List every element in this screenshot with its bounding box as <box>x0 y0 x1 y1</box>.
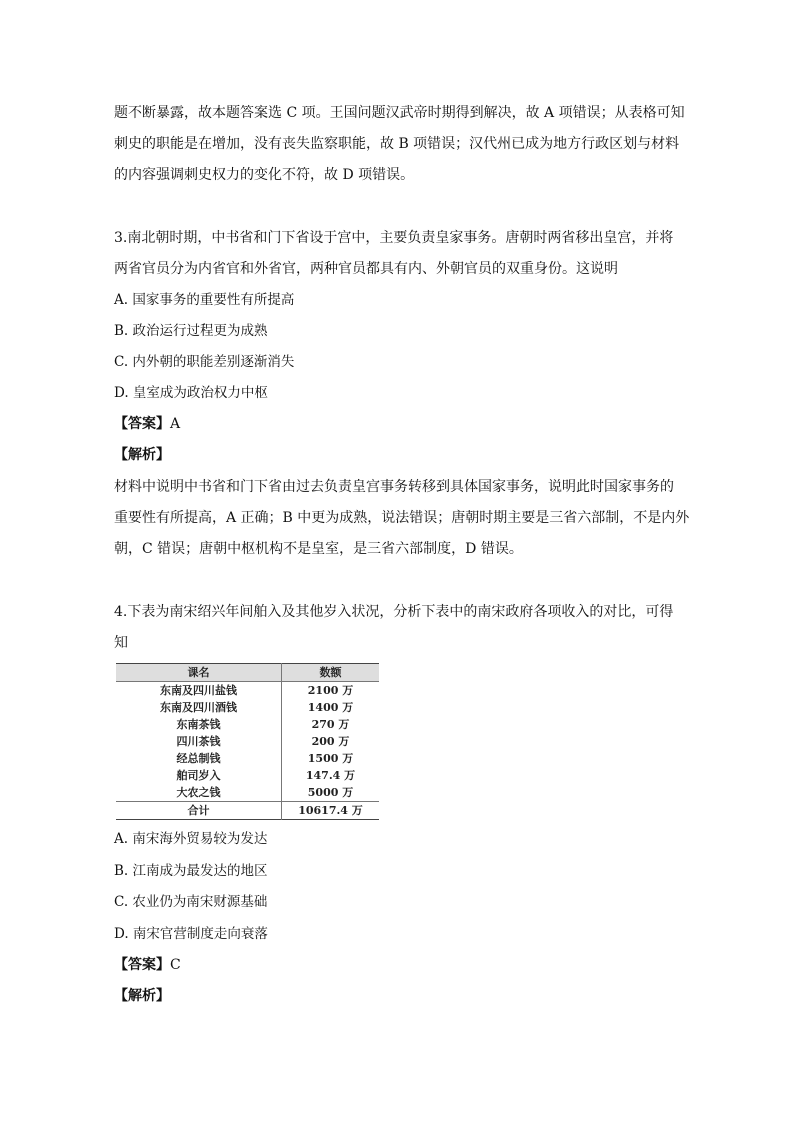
table-cell: 10617.4 万 <box>282 802 380 820</box>
option-b: B. 江南成为最发达的地区 <box>114 863 268 879</box>
table-row <box>116 716 379 733</box>
question-3-stem: 两省官员分为内省官和外省官，两种官员都具有内、外朝官员的双重身份。这说明 <box>114 261 618 277</box>
table-row <box>116 784 379 802</box>
table-cell: 200 万 <box>282 733 380 750</box>
analysis-text-line: 重要性有所提高，A 正确；B 中更为成熟，说法错误；唐朝时期主要是三省六部制，不是内外 <box>114 510 690 526</box>
analysis-text-line: 材料中说明中书省和门下省由过去负责皇宫事务转移到具体国家事务，说明此时国家事务的 <box>114 479 674 495</box>
table-header: 课名 <box>116 664 282 682</box>
analysis-heading: 【解析】 <box>114 447 170 463</box>
answer-value: A <box>170 416 181 432</box>
table-cell: 5000 万 <box>282 784 380 802</box>
question-4-stem: 4.下表为南宋绍兴年间舶入及其他岁入状况，分析下表中的南宋政府各项收入的对比，可得 <box>114 604 674 620</box>
table-row <box>116 767 379 784</box>
option-b: B. 政治运行过程更为成熟 <box>114 323 268 339</box>
answer-line: 【答案】C <box>114 957 181 973</box>
table-cell: 2100 万 <box>282 682 380 700</box>
table-row <box>116 733 379 750</box>
analysis-heading: 【解析】 <box>114 988 170 1004</box>
table-cell: 147.4 万 <box>282 767 380 784</box>
option-d: D. 皇室成为政治权力中枢 <box>114 385 268 401</box>
table-cell: 舶司岁入 <box>176 769 221 782</box>
table-cell: 合计 <box>116 802 282 820</box>
option-c: C. 内外朝的职能差别逐渐消失 <box>114 354 295 370</box>
option-a: A. 国家事务的重要性有所提高 <box>114 292 295 308</box>
answer-line: 【答案】A <box>114 416 181 432</box>
analysis-text-line: 题不断暴露，故本题答案选 C 项。王国问题汉武帝时期得到解决，故 A 项错误；从表格可知 <box>114 105 685 121</box>
table-row <box>116 750 379 767</box>
table-total-row <box>116 802 379 820</box>
table-cell: 270 万 <box>282 716 380 733</box>
table-cell: 东南及四川酒钱 <box>160 701 237 714</box>
analysis-label: 解析 <box>128 988 156 1004</box>
question-3-stem: 3.南北朝时期，中书省和门下省设于宫中，主要负责皇家事务。唐朝时两省移出皇宫，并将 <box>114 230 674 246</box>
analysis-text-line: 刺史的职能是在增加，没有丧失监察职能，故 B 项错误；汉代州已成为地方行政区划与材料 <box>114 136 680 152</box>
table-row <box>116 682 379 700</box>
analysis-text-line: 朝，C 错误；唐朝中枢机构不是皇室，是三省六部制度，D 错误。 <box>114 541 523 557</box>
option-d: D. 南宋官营制度走向衰落 <box>114 926 268 942</box>
revenue-table <box>116 663 379 819</box>
table-cell: 经总制钱 <box>176 752 221 765</box>
question-4-stem: 知 <box>114 635 128 651</box>
table-cell: 四川茶钱 <box>176 735 221 748</box>
table-cell: 1400 万 <box>282 699 380 716</box>
table-cell: 东南茶钱 <box>176 718 221 731</box>
answer-label: 答案 <box>128 957 156 973</box>
table-cell: 东南及四川盐钱 <box>160 684 237 697</box>
table-cell: 大农之钱 <box>176 786 221 799</box>
option-a: A. 南宋海外贸易较为发达 <box>114 831 268 847</box>
option-c: C. 农业仍为南宋财源基础 <box>114 894 268 910</box>
table-header: 数额 <box>282 664 380 682</box>
table-row <box>116 699 379 716</box>
answer-value: C <box>170 957 181 973</box>
answer-label: 答案 <box>128 416 156 432</box>
table-cell: 1500 万 <box>282 750 380 767</box>
analysis-text-line: 的内容强调刺史权力的变化不符，故 D 项错误。 <box>114 167 415 183</box>
analysis-label: 解析 <box>128 447 156 463</box>
